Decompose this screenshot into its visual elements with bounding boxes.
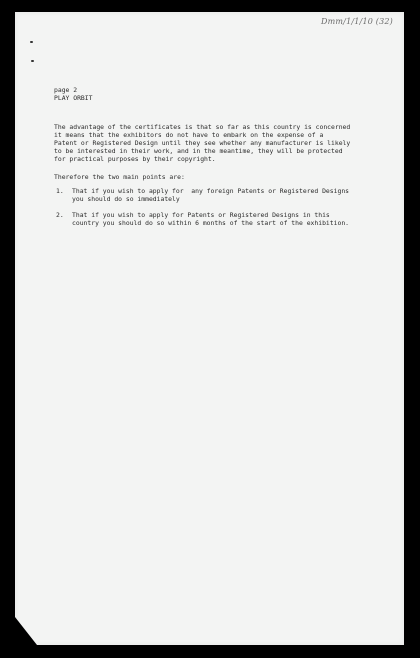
- archive-reference: Dmm/1/1/10 (32): [321, 17, 393, 26]
- point-line: you should do so immediately: [72, 195, 180, 203]
- torn-corner: [15, 617, 37, 645]
- point-number: 1.: [56, 187, 64, 195]
- point-number: 2.: [56, 211, 64, 219]
- points-lead-in: Therefore the two main points are:: [54, 173, 185, 181]
- paragraph-line: The advantage of the certificates is that so far as this country is concerned: [54, 123, 351, 131]
- punch-hole-mark: [31, 60, 34, 62]
- paragraph-line: for practical purposes by their copyright.: [54, 155, 216, 163]
- paper-sheet: [15, 12, 404, 645]
- body-paragraph: [54, 123, 350, 163]
- point-text: [72, 187, 349, 203]
- page-number: page 2: [54, 86, 78, 94]
- punch-hole-mark: [30, 41, 33, 43]
- paragraph-line: it means that the exhibitors do not have to embark on the expense of a: [54, 131, 324, 139]
- paragraph-line: Patent or Registered Design until they see whether any manufacturer is likely: [54, 139, 351, 147]
- point-text: [72, 211, 349, 227]
- point-line: That if you wish to apply for any foreign Patents or Registered Designs: [72, 187, 350, 195]
- page-header: [54, 86, 92, 102]
- point-line: country you should do so within 6 months of the start of the exhibition.: [72, 219, 350, 227]
- paragraph-line: to be interested in their work, and in the meantime, they will be protected: [54, 147, 343, 155]
- point-line: That if you wish to apply for Patents or Registered Designs in this: [72, 211, 330, 219]
- document-subject: PLAY ORBIT: [54, 94, 93, 102]
